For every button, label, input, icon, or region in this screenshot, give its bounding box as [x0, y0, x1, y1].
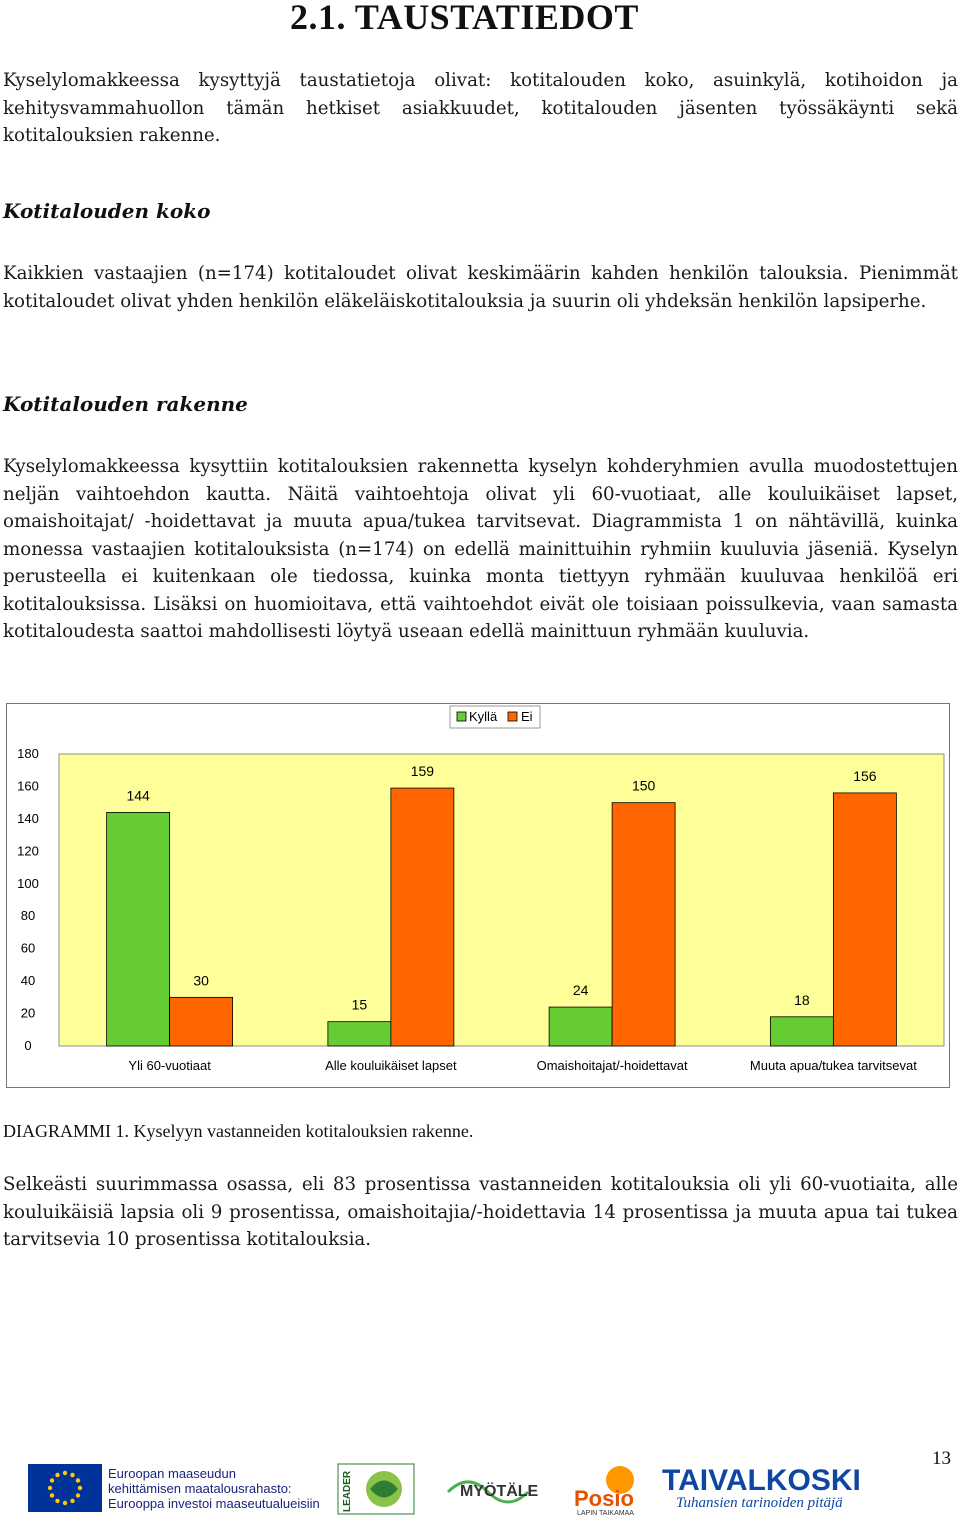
bar-ei [833, 793, 896, 1046]
x-tick-label: Omaishoitajat/-hoidettavat [536, 1058, 688, 1073]
eu-star-icon [55, 1499, 59, 1503]
eu-flag-logo [28, 1464, 102, 1512]
y-tick-label: 40 [20, 973, 36, 989]
data-label: 150 [631, 777, 656, 794]
legend-label-kylla: Kyllä [469, 709, 498, 724]
household-size-paragraph: Kaikkien vastaajien (n=174) kotitaloudet olivat keskimäärin kahden henkilön talouksia. Pienimmät kotitaloudet olivat yhden henkilön eläkeläiskotitalouksia ja suurin oli yhdeksän henkilön lapsiperhe. [3, 263, 958, 312]
eu-text-line-1: Euroopan maaseudun [108, 1466, 236, 1481]
svg-text:TAIVALKOSKI: TAIVALKOSKI [662, 1464, 861, 1497]
taivalkoski-logo [662, 1464, 861, 1511]
bar-kylla [328, 1022, 391, 1046]
data-label: 18 [794, 991, 810, 1008]
eu-star-icon [70, 1473, 74, 1477]
eu-text-line-3: Eurooppa investoi maaseutualueisiin [108, 1496, 320, 1511]
eu-star-icon [55, 1473, 59, 1477]
myotale-logo [448, 1481, 539, 1502]
eu-star-icon [48, 1486, 52, 1490]
section-title-household-size: Kotitalouden koko [3, 199, 211, 223]
data-label: 24 [572, 982, 589, 999]
bar-kylla [107, 812, 170, 1046]
household-structure-paragraph: Kyselylomakkeessa kysyttiin kotitalouksien rakennetta kyselyn kohderyhmien avulla muodostettujen neljän vaihtoehdon kautta. Näitä vaihtoehtoja olivat yli 60-vuotiaat, alle kouluikäiset lapset, omaishoitajat/ -hoidettavat ja muuta apua/tukea tarvitsevat. Diagrammista 1 on nähtävillä, kuinka monessa vastaajien kotitalouksista (n=174) on edellä mainittuihin ryhmiin kuuluvia jäseniä. Kyselyn perusteella ei kuitenkaan ole tiedossa, kuinka monta tiettyyn ryhmään kuuluvaa henkilöä eri kotitalouksissa. Lisäksi on huomioitava, että vaihtoehdot eivät ole toisiaan poissulkevia, vaan samasta kotitaloudesta saattoi mahdollisesti löytyä useaan edellä mainittuun ryhmään kuuluvia. [3, 456, 958, 642]
eu-star-icon [76, 1493, 80, 1497]
leader-logo [338, 1464, 414, 1514]
footer-logos [28, 1462, 928, 1516]
y-tick-label: 120 [17, 843, 39, 859]
bar-kylla [549, 1007, 612, 1046]
page-number: 13 [932, 1448, 951, 1469]
eu-star-icon [63, 1471, 67, 1475]
svg-text:Tuhansien tarinoiden pitäjä: Tuhansien tarinoiden pitäjä [676, 1495, 843, 1511]
bar-ei [391, 788, 454, 1046]
legend-swatch-ei [508, 712, 517, 721]
legend-label-ei: Ei [521, 709, 533, 724]
eu-star-icon [50, 1478, 54, 1482]
svg-text:LEADER: LEADER [342, 1470, 353, 1512]
x-tick-label: Muuta apua/tukea tarvitsevat [749, 1058, 917, 1073]
household-structure-chart [6, 703, 950, 1088]
y-tick-label: 80 [20, 908, 36, 924]
bar-kylla [770, 1017, 833, 1046]
bar-ei [612, 803, 675, 1046]
page-heading: 2.1. TAUSTATIEDOT [290, 0, 639, 37]
y-tick-label: 60 [20, 940, 36, 956]
svg-text:MYÖTÄLE: MYÖTÄLE [460, 1483, 539, 1500]
x-tick-label: Yli 60-vuotiaat [128, 1058, 211, 1073]
svg-text:Posio: Posio [574, 1486, 634, 1511]
section-title-household-structure: Kotitalouden rakenne [3, 392, 248, 416]
data-label: 15 [351, 996, 368, 1013]
chart-legend [450, 706, 540, 728]
data-label: 156 [853, 767, 877, 784]
eu-star-icon [76, 1478, 80, 1482]
eu-star-icon [70, 1499, 74, 1503]
posio-logo [574, 1466, 634, 1516]
y-tick-label: 160 [17, 778, 39, 794]
data-label: 144 [126, 787, 150, 804]
y-tick-label: 140 [17, 810, 39, 826]
y-tick-label: 20 [20, 1005, 36, 1021]
conclusion-paragraph: Selkeästi suurimmassa osassa, eli 83 prosentissa vastanneiden kotitalouksia oli yli 60-vuotiaita, alle kouluikäisiä lapsia oli 9 prosentissa, omaishoitajia/-hoidettavia 14 prosentissa ja muuta apua tai tukea tarvitsevia 10 prosentissa kotitalouksia. [3, 1174, 958, 1250]
y-tick-label: 180 [17, 746, 39, 761]
data-label: 159 [410, 763, 435, 780]
data-label: 30 [193, 972, 209, 989]
eu-star-icon [63, 1501, 67, 1505]
y-tick-label: 100 [17, 875, 39, 891]
svg-text:LAPIN TAIKAMAA: LAPIN TAIKAMAA [577, 1510, 634, 1516]
chart-caption: DIAGRAMMI 1. Kyselyyn vastanneiden kotitalouksien rakenne. [3, 1121, 474, 1141]
eu-star-icon [78, 1486, 82, 1490]
y-tick-label: 0 [24, 1038, 32, 1053]
legend-swatch-kylla [457, 712, 466, 721]
intro-paragraph: Kyselylomakkeessa kysyttyjä taustatietoja olivat: kotitalouden koko, asuinkylä, kotihoidon ja kehitysvammahuollon tämän hetkiset asiakkuudet, kotitalouden jäsenten työssäkäynti sekä kotitalouksien rakenne. [3, 70, 958, 146]
x-tick-label: Alle kouluikäiset lapset [325, 1058, 457, 1073]
eu-text-line-2: kehittämisen maatalousrahasto: [108, 1481, 292, 1496]
eu-star-icon [50, 1493, 54, 1497]
bar-ei [170, 997, 233, 1046]
